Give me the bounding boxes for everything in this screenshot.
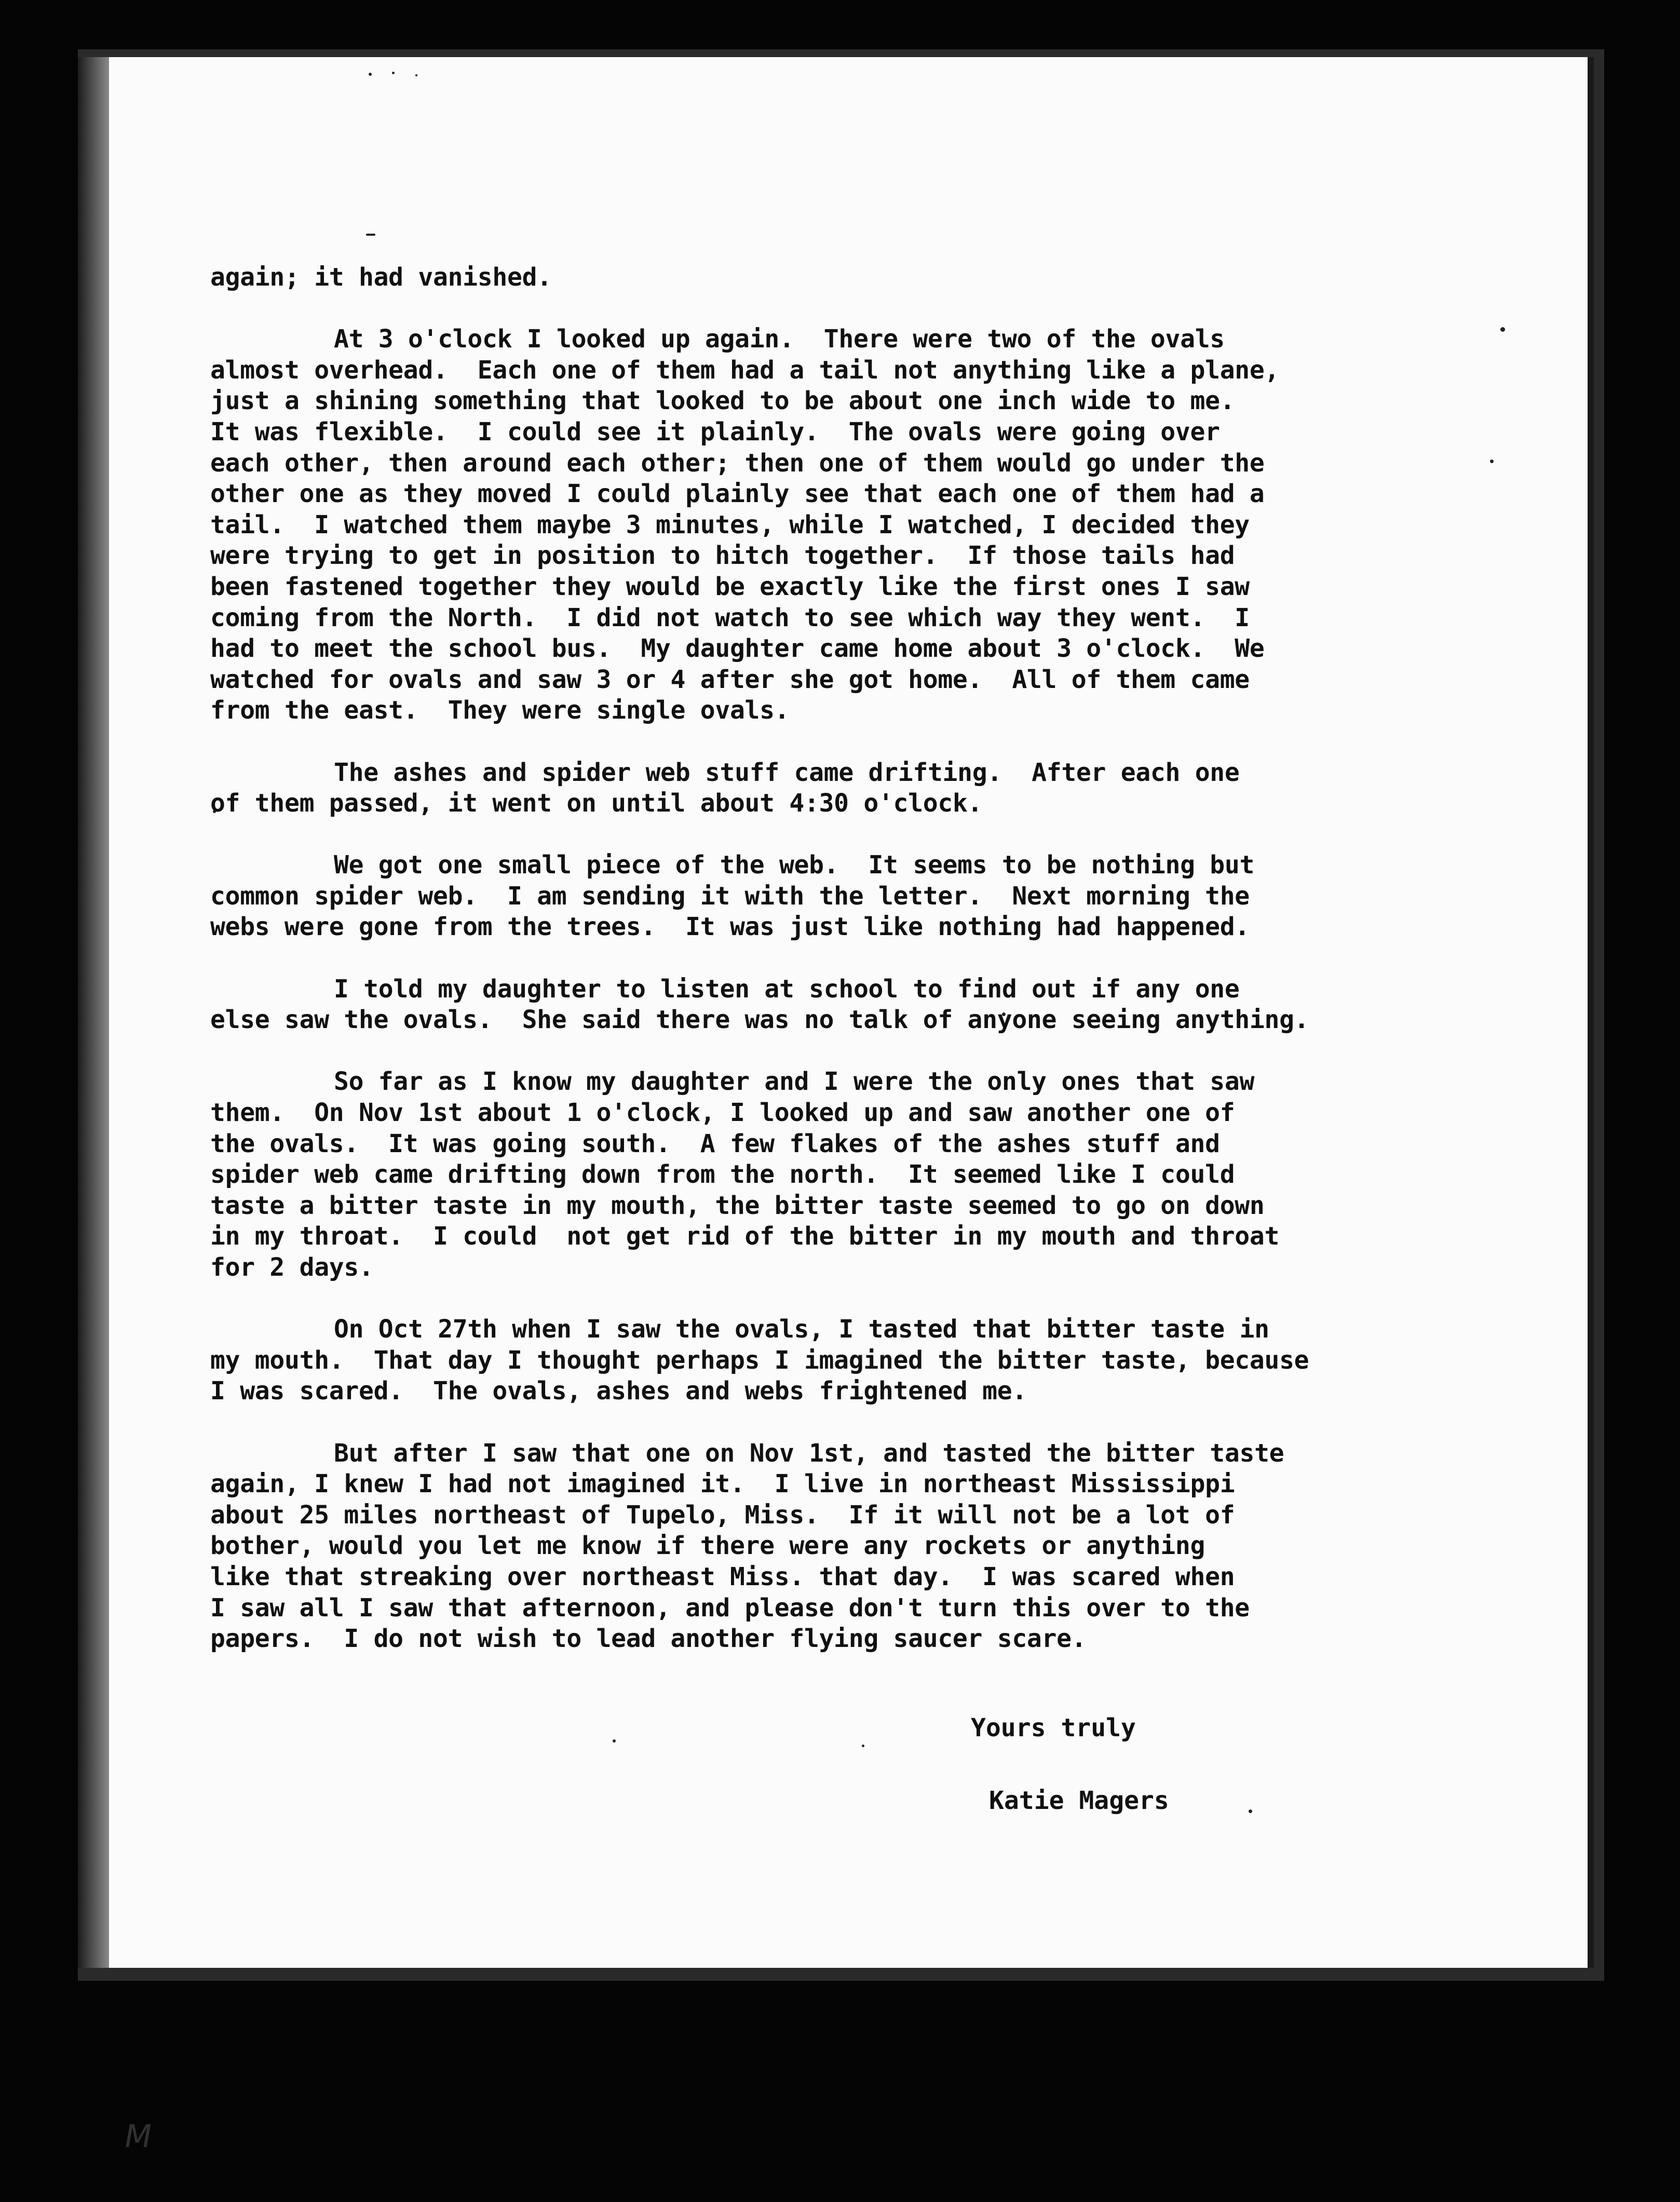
paragraph	[210, 324, 1467, 726]
text-line: coming from the North. I did not watch to see which way they went. I	[210, 603, 1250, 632]
text-line: I saw all I saw that afternoon, and please don't turn this over to the	[210, 1593, 1250, 1623]
text-line: webs were gone from the trees. It was just like nothing had happened.	[210, 912, 1250, 942]
text-line: bother, would you let me know if there were any rockets or anything	[210, 1531, 1205, 1561]
text-line: the ovals. It was going south. A few flakes of the ashes stuff and	[210, 1129, 1220, 1158]
paper-left-edge	[78, 57, 109, 1968]
text-line: I was scared. The ovals, ashes and webs frightened me.	[210, 1376, 1027, 1406]
text-line: of them passed, it went on until about 4:30 o'clock.	[210, 789, 983, 818]
text-line: had to meet the school bus. My daughter came home about 3 o'clock. We	[210, 634, 1265, 664]
text-line: again, I knew I had not imagined it. I live in northeast Mississippi	[210, 1469, 1235, 1499]
text-line: common spider web. I am sending it with the letter. Next morning the	[210, 881, 1250, 911]
text-line: were trying to get in position to hitch together. If those tails had	[210, 541, 1235, 571]
text-line: We got one small piece of the web. It seems to be nothing but	[334, 850, 1255, 880]
page-right-edge	[1588, 57, 1594, 1968]
text-line: So far as I know my daughter and I were the only ones that saw	[334, 1067, 1255, 1097]
text-line: else saw the ovals. She said there was no talk of anyone seeing anything.	[210, 1005, 1309, 1035]
paragraph	[210, 974, 1467, 1036]
text-line: them. On Nov 1st about 1 o'clock, I looked up and saw another one of	[210, 1098, 1235, 1128]
paragraph	[210, 1438, 1467, 1655]
text-line: At 3 o'clock I looked up again. There were two of the ovals	[334, 325, 1225, 354]
paragraph	[210, 1066, 1467, 1283]
text-line: taste a bitter taste in my mouth, the bitter taste seemed to go on down	[210, 1191, 1265, 1220]
text-line: almost overhead. Each one of them had a tail not anything like a plane,	[210, 355, 1280, 385]
margin-mark: M	[121, 2118, 155, 2155]
letter-body	[210, 262, 1467, 1685]
paragraph	[210, 758, 1467, 819]
text-line: watched for ovals and saw 3 or 4 after she got home. All of them came	[210, 665, 1250, 694]
text-line: just a shining something that looked to be about one inch wide to me.	[210, 386, 1235, 416]
text-line: about 25 miles northeast of Tupelo, Miss. If it will not be a lot of	[210, 1500, 1235, 1530]
text-line: tail. I watched them maybe 3 minutes, while I watched, I decided they	[210, 510, 1250, 539]
signature: Katie Magers	[989, 1786, 1169, 1815]
paragraph	[210, 1314, 1467, 1407]
text-line: papers. I do not wish to lead another flying saucer scare.	[210, 1624, 1087, 1654]
text-line: for 2 days.	[210, 1253, 374, 1282]
closing-line: Yours truly	[971, 1713, 1136, 1742]
paragraph	[210, 262, 1467, 293]
text-line: The ashes and spider web stuff came drifting. After each one	[334, 758, 1240, 787]
text-line: my mouth. That day I thought perhaps I imagined the bitter taste, because	[210, 1345, 1309, 1375]
text-line: like that streaking over northeast Miss. that day. I was scared when	[210, 1562, 1235, 1591]
text-line: in my throat. I could not get rid of the bitter in my mouth and throat	[210, 1222, 1280, 1251]
paragraph	[210, 850, 1467, 943]
text-line: I told my daughter to listen at school to find out if any one	[334, 974, 1240, 1004]
text-line: But after I saw that one on Nov 1st, and tasted the bitter taste	[334, 1438, 1284, 1468]
text-line: each other, then around each other; then one of them would go under the	[210, 448, 1265, 478]
text-line: other one as they moved I could plainly see that each one of them had a	[210, 479, 1265, 509]
text-line: On Oct 27th when I saw the ovals, I tasted that bitter taste in	[334, 1315, 1269, 1344]
text-line: spider web came drifting down from the north. It seemed like I could	[210, 1160, 1235, 1190]
text-line: from the east. They were single ovals.	[210, 696, 790, 725]
text-line: again; it had vanished.	[210, 263, 552, 292]
text-line: It was flexible. I could see it plainly. The ovals were going over	[210, 417, 1220, 447]
text-line: been fastened together they would be exactly like the first ones I saw	[210, 572, 1250, 601]
